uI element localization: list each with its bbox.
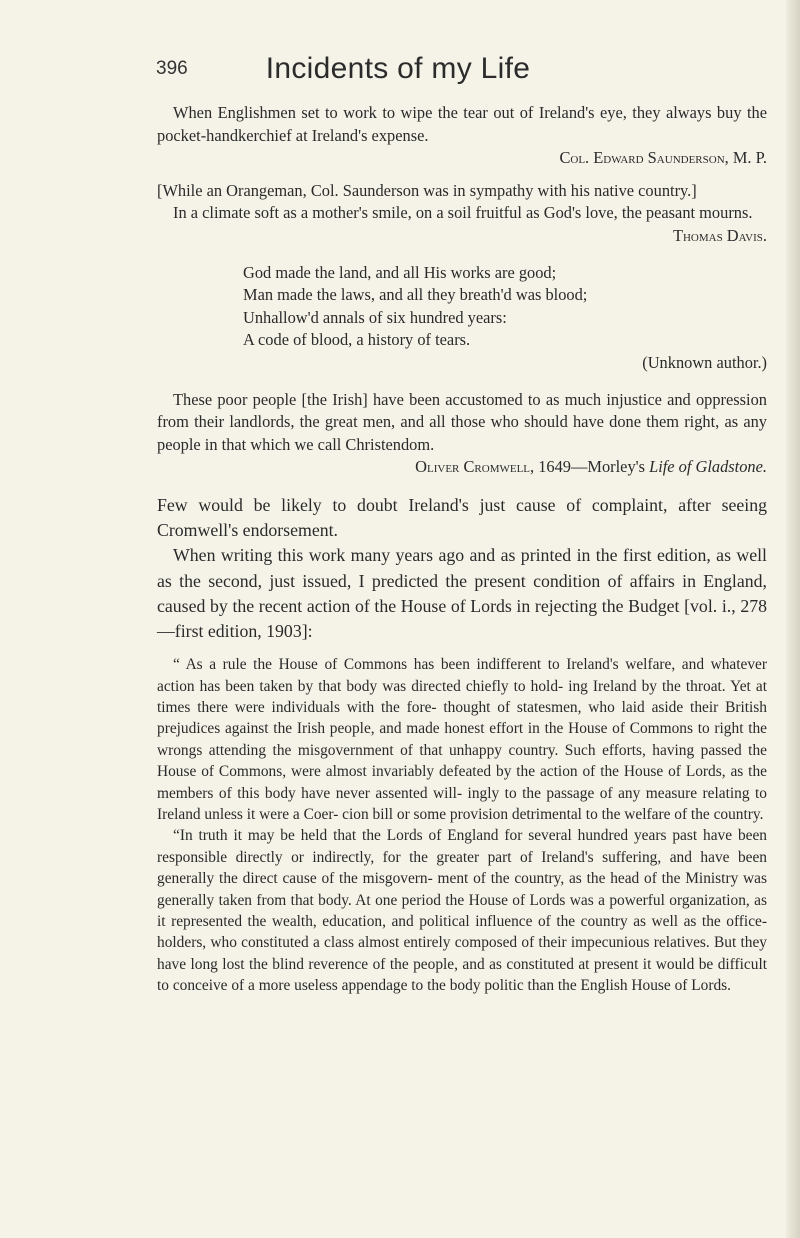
quote-davis	[157, 202, 767, 247]
cromwell-work: Life of Gladstone.	[649, 457, 767, 477]
cromwell-source: 1649—Morley's	[534, 457, 650, 477]
editorial-note: [While an Orangeman, Col. Saunderson was in sympathy with his native country.]	[157, 180, 697, 200]
page-number: 396	[156, 58, 188, 79]
verse-line: Unhallow'd annals of six hundred years:	[243, 307, 507, 327]
quote-davis-text: In a climate soft as a mother's smile, on a soil fruitful as God's love, the peasant mourns.	[173, 203, 753, 223]
body-paragraph: When writing this work many years ago and as printed in the first edition, as well as the second, just issued, I predicted the present condition of affairs in England, caused by the recent action of the House of Lords in rejecting the Budget [vol. i., 278—first edition, 1903]:	[157, 545, 767, 641]
quote-davis-attribution: Thomas Davis.	[672, 225, 767, 245]
verse-line: A code of blood, a history of tears.	[243, 330, 471, 350]
verse-block	[243, 262, 767, 375]
extract-paragraph: “ As a rule the House of Commons has been indifferent to Ireland's welfare, and whatever action has been taken by that body was directed chiefly to hold- ing Ireland by the throat. Yet at times there were individuals with the fore- thought of statesmen, who laid aside their British prejudices against the Irish people, and made honest effort in the House of Commons to right the wrongs attending the misgovernment of that unhappy country. Such efforts, having passed the House of Commons, were almost invariably defeated by the action of the House of Lords, as the members of this body have never assented will- ingly to the passage of any measure relating to Ireland unless it were a Coer- cion bill or some provision detrimental to the welfare of the country.	[157, 656, 767, 823]
verse-attribution: (Unknown author.)	[642, 352, 767, 372]
cromwell-name: Oliver Cromwell,	[415, 457, 535, 477]
quote-cromwell: These poor people [the Irish] have been accustomed to as much injustice and oppression from their landlords, the great men, and all those who should have done them right, as any people in that which we call Christendom.	[157, 389, 767, 454]
extract-paragraph: “In truth it may be held that the Lords of England for several hundred years past have been responsible directly or indirectly, for the greater part of Ireland's suffering, and have been generally the direct cause of the misgovern- ment of the country, as the head of the Ministry was generally taken from that body. At one period the House of Lords was a powerful organization, as it represented the wealth, education, and political influence of the country as well as the office-holders, who constituted a class almost entirely composed of their impecunious relatives. But they have long lost the blind reverence of the people, and as constituted at present it would be difficult to conceive of a more useless appendage to the body politic than the English House of Lords.	[157, 827, 767, 995]
verse-line: Man made the laws, and all they breath'd was blood;	[243, 285, 588, 305]
page-content	[157, 102, 767, 997]
extract-block	[157, 654, 767, 997]
body-text	[157, 493, 767, 644]
quote-cromwell-attribution	[157, 456, 767, 479]
verse-line: God made the land, and all His works are good;	[243, 262, 557, 282]
running-title: Incidents of my Life	[265, 52, 531, 85]
body-paragraph: Few would be likely to doubt Ireland's just cause of complaint, after seeing Cromwell's endorsement.	[157, 494, 767, 541]
page-edge	[786, 0, 800, 1238]
quote-saunderson: When Englishmen set to work to wipe the tear out of Ireland's eye, they always buy the pocket-handkerchief at Ireland's expense.	[157, 103, 767, 145]
quote-saunderson-attribution: Col. Edward Saunderson, M. P.	[559, 148, 767, 168]
page-header	[156, 52, 640, 96]
